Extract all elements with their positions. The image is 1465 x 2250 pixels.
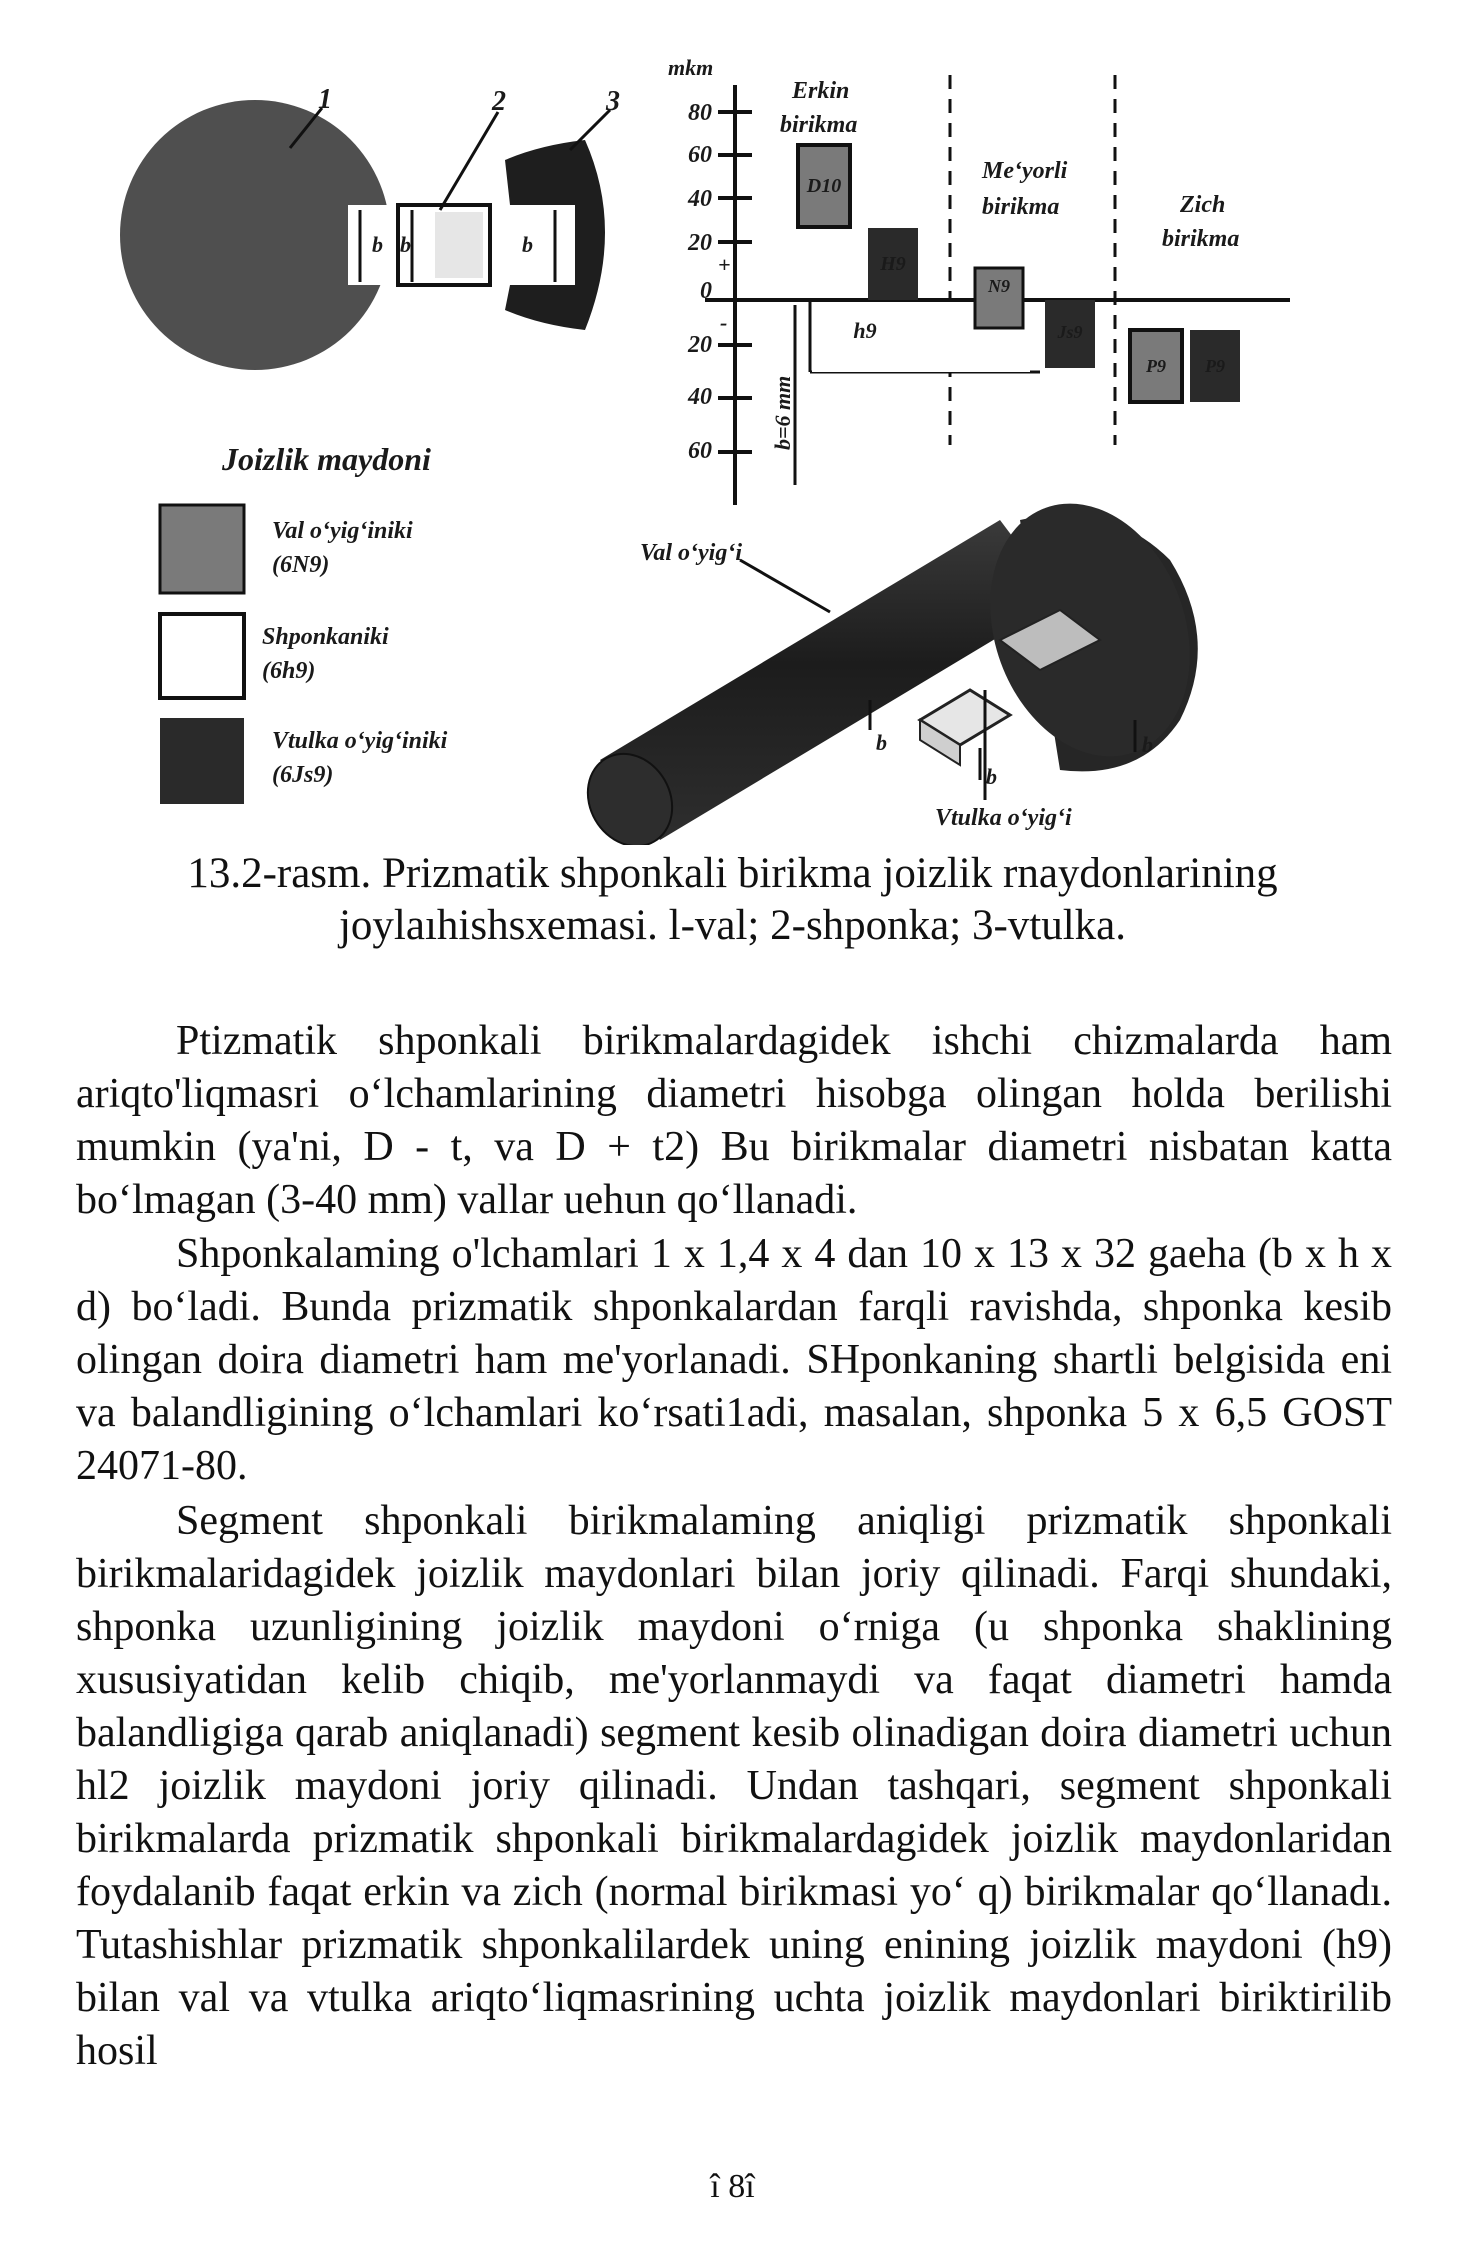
legend-swatch-hub: [160, 718, 244, 804]
paragraph-3: [76, 1495, 1392, 2078]
leader-shaft-slot: [740, 560, 830, 612]
legend-label: Shponkaniki: [262, 624, 389, 650]
b-label: b: [1142, 732, 1153, 757]
shaft-section: [120, 84, 390, 370]
tick-label: 40: [688, 186, 712, 212]
caption-line-1: 13.2-rasm. Prizmatik shponkali birikma joizlik rnaydonlarining: [187, 850, 1278, 897]
paragraph-text: Ptizmatik shponkali birikmalardagidek ishchi chizmalarda ham ariqto'liqmasri o‘lchamlarining diametri hisobga olingan holda berilishi mumkin (ya'ni, D - t, va D + t2) Bu birikmalar diametri nisbatan katta bo‘lmagan (3-40 mm) vallar uehun qo‘llanadi.: [76, 1018, 1392, 1223]
zone-tight-label-2: birikma: [1162, 226, 1240, 252]
page-number: î 8î: [710, 2168, 755, 2205]
paragraph-text: Shponkalaming o'lchamlari 1 x 1,4 x 4 dan 10 x 13 x 32 gaeha (b x h x d) bo‘ladi. Bunda prizmatik shponkalardan farqli ravishda, shponka kesib olingan doira diametri ham me'yorlanadi. SHponkaning shartli belgisida eni va balandligining o‘lchamlari ko‘rsati1adi, masalan, shponka 5 x 6,5 GOST 24071-80.: [76, 1231, 1392, 1489]
leader-line-2: [440, 112, 498, 210]
b-label: b: [522, 232, 533, 257]
zone-free-label-2: birikma: [780, 112, 858, 138]
legend-swatch-shaft: [160, 505, 244, 593]
zone-free-label: Erkin: [792, 78, 850, 104]
b-dimension-label: b=6 mm: [770, 375, 795, 450]
svg-text:H9: H9: [880, 253, 906, 275]
zone-normal-label: Me‘yorli: [982, 158, 1068, 184]
key-section: [398, 86, 506, 285]
isometric-assembly: [571, 475, 1223, 845]
scale-unit: mkm: [668, 55, 714, 80]
hub-slot-label: Vtulka o‘yig‘i: [935, 805, 1072, 831]
b-label: b: [986, 764, 997, 789]
legend-label: (6N9): [272, 552, 330, 578]
tick-label: 0: [700, 278, 712, 304]
svg-text:P9: P9: [1205, 356, 1225, 376]
hub-section: [505, 86, 620, 330]
tolerance-figure: [0, 0, 1465, 845]
legend-label: (6h9): [262, 658, 316, 684]
shaft-slot-label: Val o‘yig‘i: [640, 540, 742, 566]
figure-caption: [100, 848, 1365, 952]
minus-sign: -: [720, 310, 728, 335]
svg-text:h9: h9: [853, 318, 877, 343]
part-label-2: 2: [492, 86, 506, 117]
zone-normal-label-2: birikma: [982, 194, 1060, 220]
legend-title: Joizlik maydoni: [222, 441, 431, 477]
tick-label: 20: [688, 230, 712, 256]
b-label: b: [400, 232, 411, 257]
legend: [160, 441, 448, 804]
svg-text:D10: D10: [806, 175, 842, 197]
tick-label: 60: [688, 438, 712, 464]
leader-line-3: [570, 110, 610, 150]
part-label-3: 3: [606, 86, 620, 117]
svg-text:N9: N9: [988, 276, 1010, 296]
tick-label: 40: [688, 384, 712, 410]
svg-text:Js9: Js9: [1057, 322, 1083, 342]
tick-label: 80: [688, 100, 712, 126]
paragraph-text: Segment shponkali birikmalaming aniqligi prizmatik shponkali birikmalaridagidek joizlik maydonlari bilan joriy qilinadi. Farqi shundaki, shponka uzunligining joizlik maydoni o‘rniga (u shponka shaklining xususiyatidan kelib chiqib, me'yorlanmaydi va faqat diametri hamda balandligiga qarab aniqlanadi) segment kesib olinadigan doira diametri uchun hl2 joizlik maydoni joriy qilinadi. Undan tashqari, segment shponkali birikmalarda prizmatik shponkali birikmalardagidek joizlik maydonlaridan foydalanib faqat erkin va zich (normal birikmasi yo‘ q) birikmalar qo‘llanadı. Tutashishlar prizmatik shponkalilardek uning enining joizlik maydoni (h9) bilan val va vtulka ariqto‘liqmasrining uchta joizlik maydonlari biriktirilib hosil: [76, 1498, 1392, 2074]
caption-line-2: joylaıhishsxemasi. l-val; 2-shponka; 3-vtulka.: [338, 902, 1127, 949]
paragraph-1: [76, 1015, 1392, 1227]
b-label: b: [372, 232, 383, 257]
zone-tight-label: Zich: [1180, 192, 1226, 218]
tick-label: 60: [688, 142, 712, 168]
legend-label: Vtulka o‘yig‘iniki: [272, 728, 448, 754]
tick-label: 20: [688, 332, 712, 358]
legend-swatch-key: [160, 614, 244, 698]
svg-text:P9: P9: [1146, 356, 1166, 376]
b-label: b: [876, 730, 887, 755]
part-label-1: 1: [318, 84, 332, 115]
legend-label: (6Js9): [272, 762, 334, 788]
paragraph-2: [76, 1228, 1392, 1493]
plus-sign: +: [718, 252, 731, 277]
legend-label: Val o‘yig‘iniki: [272, 518, 413, 544]
